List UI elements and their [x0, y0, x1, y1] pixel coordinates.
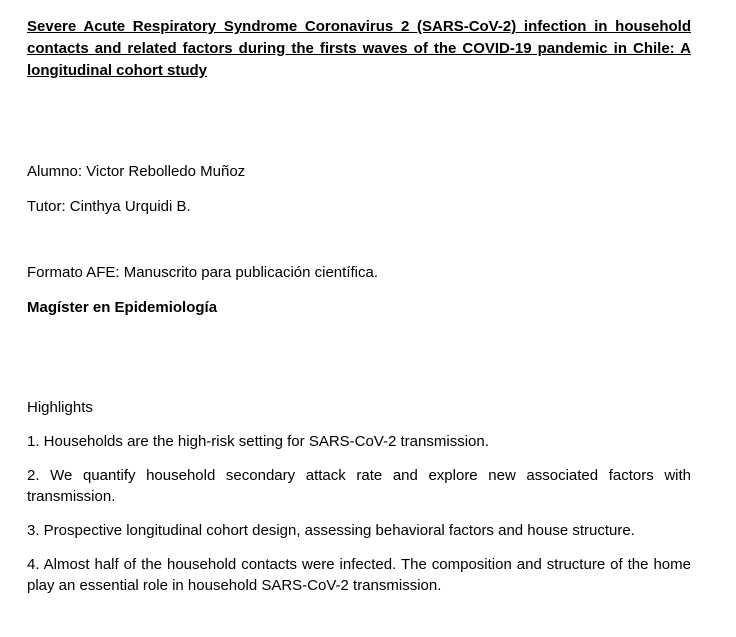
- highlight-item: 4. Almost half of the household contacts were infected. The composition and structure of the home play an essential role in household SARS-CoV-2 transmission.: [27, 556, 691, 594]
- student-name: Alumno: Victor Rebolledo Muñoz: [27, 163, 246, 180]
- highlight-item: 3. Prospective longitudinal cohort design, assessing behavioral factors and house structure.: [27, 522, 635, 539]
- document-title: Severe Acute Respiratory Syndrome Coronavirus 2 (SARS-CoV-2) infection in household contacts and related factors during the firsts waves of the COVID-19 pandemic in Chile: A longitudinal cohort study: [27, 18, 691, 79]
- tutor-name: Tutor: Cinthya Urquidi B.: [27, 198, 191, 215]
- format-line: Formato AFE: Manuscrito para publicación científica.: [27, 264, 378, 281]
- highlights-heading: Highlights: [27, 399, 93, 416]
- degree-line: Magíster en Epidemiología: [27, 299, 218, 316]
- highlight-item: 1. Households are the high-risk setting for SARS-CoV-2 transmission.: [27, 433, 489, 450]
- highlight-item: 2. We quantify household secondary attack rate and explore new associated factors with transmission.: [27, 467, 691, 505]
